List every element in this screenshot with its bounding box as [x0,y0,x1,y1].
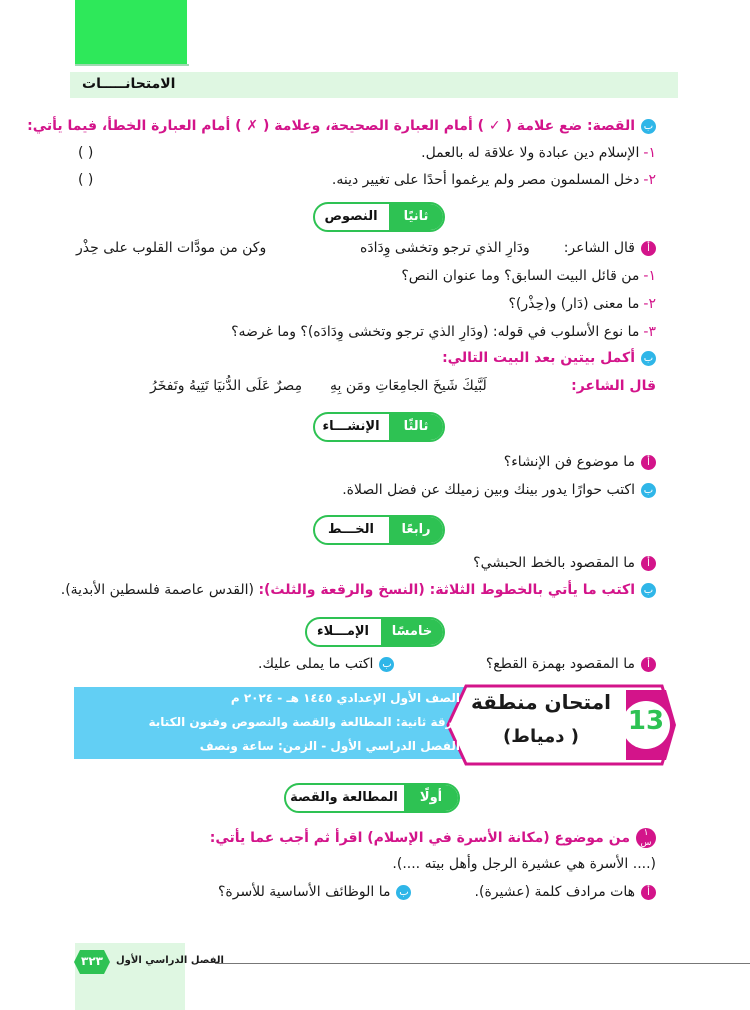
section-tag: ثانيًا [389,204,443,230]
poetry-question: أقال الشاعر: [564,240,656,256]
exam-grade-year: الصف الأول الإعدادي ١٤٤٥ هـ - ٢٠٢٤ م [230,691,460,705]
answer-blank[interactable]: ( ) [78,172,94,188]
verse-first-half: ودَارِ الذي ترجو وتخشى وِدَادَه [360,240,530,256]
reading-quote: (.... الأسرة هي عشيرة الرجل وأهل بيته ....). [392,856,656,872]
story-question [27,118,656,134]
exam-region: ( دمياط) [503,726,579,747]
exam-paper-subjects: ورقة ثانية: المطالعة والقصة والنصوص وفنون الكتابة [148,715,460,729]
section-header-texts [313,202,445,232]
section-label: الإمـــلاء [316,624,370,639]
answer-blank[interactable]: ( ) [78,145,94,161]
section-tag: رابعًا [389,517,443,543]
top-color-block [75,0,187,64]
composition-question-a: أما موضوع فن الإنشاء؟ [504,454,656,470]
footer-rule [215,963,750,964]
question-number-badge: ١ س [636,828,656,848]
composition-question-b: باكتب حوارًا يدور بينك وبين زميلك عن فضل الصلاة. [342,482,656,498]
complete-verses-question: بأكمل بيتين بعد البيت التالي: [442,350,656,366]
poet-lead: قال الشاعر: [571,378,656,394]
section-tag: ثالثًا [389,414,443,440]
footer-term: الفصل الدراسي الأول [116,955,224,966]
top-rule [75,64,189,66]
reading-question-a: أهات مرادف كلمة (عشيرة). [475,884,656,900]
section-tag: خامسًا [381,619,443,645]
exam-title: امتحان منطقة [471,690,611,714]
section-header-reading [284,783,460,813]
exam-term-time: الفصل الدراسي الأول - الزمن: ساعة ونصف [199,739,460,753]
list-item: ١-من قائل البيت السابق؟ وما عنوان النص؟ [401,268,656,284]
section-header-handwriting [313,515,445,545]
reading-question-b: بما الوظائف الأساسية للأسرة؟ [218,884,411,900]
section-tag: أولًا [404,785,458,811]
verse-second-half: وكن من مودَّات القلوب على حِذْر [76,240,267,256]
handwriting-question-a: أما المقصود بالخط الحبشي؟ [473,555,656,571]
dictation-question-b: باكتب ما يملى عليك. [258,656,394,672]
dictation-question-a: أما المقصود بهمزة القطع؟ [486,656,656,672]
verse-first-half: لَبَّيكَ شَيخَ الجامِعَاتِ ومَن بِهِ [330,378,487,394]
verse-second-half: مِصرٌ عَلَى الدُّنيَا تَتِيهُ وتَفخَرُ [150,378,303,394]
list-item: ٢-دخل المسلمون مصر ولم يرغموا أحدًا على تغيير دينه. [331,172,656,188]
page-header-title: الامتحانـــــات [82,76,176,92]
list-item: ١-الإسلام دين عبادة ولا علاقة له بالعمل. [421,145,656,161]
story-instruction: القصة: ضع علامة ( ✓ ) أمام العبارة الصحيحة، وعلامة ( ✗ ) أمام العبارة الخطأ، فيما يأتي: [27,118,635,134]
section-label: الإنشـــاء [322,419,380,434]
section-header-dictation [305,617,445,647]
list-item: ٢-ما معنى (دَار) و(حِذْر)؟ [508,296,656,312]
exam-number: 13 [627,706,665,736]
section-header-composition [313,412,445,442]
section-label: المطالعة والقصة [290,790,398,805]
reading-question: ١ سمن موضوع (مكانة الأسرة في الإسلام) اقرأ ثم أجب عما يأتي: [210,828,656,848]
page-number: ٣٢٣ [81,954,103,968]
section-label: الخـــط [328,522,374,537]
list-item: ٣-ما نوع الأسلوب في قوله: (ودَارِ الذي ترجو وتخشى وِدَادَه)؟ وما غرضه؟ [231,324,656,340]
section-label: النصوص [324,209,378,224]
question-label-b: ب [641,119,656,134]
handwriting-question-b: باكتب ما يأتي بالخطوط الثلاثة: (النسخ والرقعة والثلث): (القدس عاصمة فلسطين الأبدية). [61,582,656,598]
